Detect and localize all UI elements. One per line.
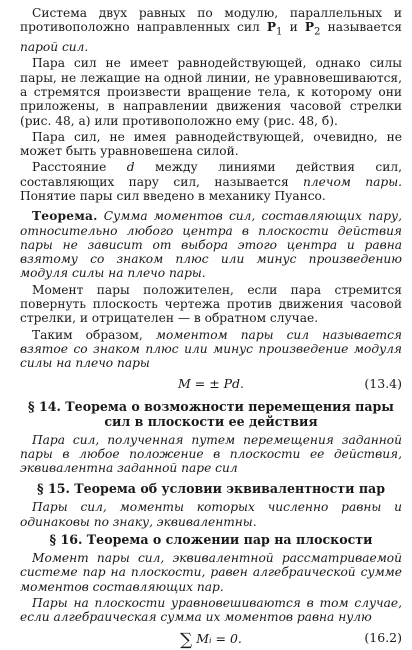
paragraph-section-15: Пары сил, моменты которых численно равны и одинаковы по знаку, эквивалентны. <box>20 500 402 529</box>
formula-number: (16.2) <box>364 629 402 645</box>
sum-symbol: ∑ <box>180 629 193 650</box>
text: Таким образом, <box>32 327 156 342</box>
section-heading-16: § 16. Теорема о сложении пар на плоскости <box>49 532 373 548</box>
text: Расстояние <box>32 160 127 175</box>
formula-16-2 <box>20 629 402 650</box>
formula-rest: Mᵢ = 0. <box>196 630 242 646</box>
theorem-text: Сумма моментов сил, составляющих пару, относительно любого центра в плоскости действия пары не зависит от выбора этого центра и равна взятому со знаком плюс или минус произведению модуля силы на плечо пары. <box>20 209 402 281</box>
text: и <box>282 20 305 35</box>
paragraph-section-16-b: Пары на плоскости уравновешиваются в том случае, если алгебраическая сумма их моментов равна нулю <box>20 595 402 625</box>
paragraph-section-14: Пара сил, полученная путем перемещения заданной пары в любое положение в плоскости ее действия, эквивалентна заданной паре сил <box>20 432 402 476</box>
term-arm: плечом пары. <box>303 174 402 189</box>
section-heading-14: § 14. Теорема о возможности перемещения пары сил в плоскости ее действия <box>28 398 394 429</box>
moment-definition: моментом пары сил называется взятое со знаком плюс или минус произведение модуля силы на плечо пары <box>20 327 403 371</box>
paragraph-sign: Момент пары положителен, если пара стремится повернуть плоскость чертежа против движения часовой стрелки, и отрицателен — в обратном случае. <box>20 282 402 326</box>
formula-expression <box>20 630 402 650</box>
text: между линиями действия сил, составляющих пару сил, называется <box>20 160 402 189</box>
text: Система двух равных по модулю, параллельных и противоположно направленных сил <box>20 6 402 35</box>
text: Понятие пары сил введено в механику Пуансо. <box>20 189 326 203</box>
subscript: 2 <box>314 26 321 38</box>
paragraph-arm <box>20 160 402 203</box>
paragraph-pair-definition <box>20 6 402 54</box>
formula-expression: M = ± Pd. <box>177 375 245 391</box>
section-heading-15: § 15. Теорема об условии эквивалентности пар <box>36 481 386 497</box>
force-symbol: P <box>266 20 277 35</box>
term-pair: парой сил. <box>20 40 89 55</box>
force-symbol: P <box>304 20 315 35</box>
paragraph-not-balanced: Пара сил, не имея равнодействующей, очевидно, не может быть уравновешена силой. <box>20 129 402 159</box>
formula-13-4 <box>20 375 402 393</box>
paragraph-moment-def <box>20 328 402 371</box>
paragraph-section-16-a: Момент пары сил, эквивалентной рассматриваемой системе пар на плоскости, равен алгебраической сумме моментов составляющих пар. <box>20 551 402 594</box>
symbol-d: d <box>126 160 135 175</box>
theorem-label: Теорема. <box>32 209 98 224</box>
theorem <box>20 209 402 280</box>
subscript: 1 <box>276 26 283 38</box>
page <box>20 6 402 649</box>
text: называется <box>320 20 402 35</box>
paragraph-no-resultant: Пара сил не имеет равнодействующей, однако силы пары, не лежащие на одной линии, не уравновешиваются, а стремятся произвести вращение тела, к которому они приложены, в направлении движения часовой стрелки (рис. 48, а) или противоположно ему (рис. 48, б). <box>20 56 402 128</box>
formula-number: (13.4) <box>364 375 402 391</box>
